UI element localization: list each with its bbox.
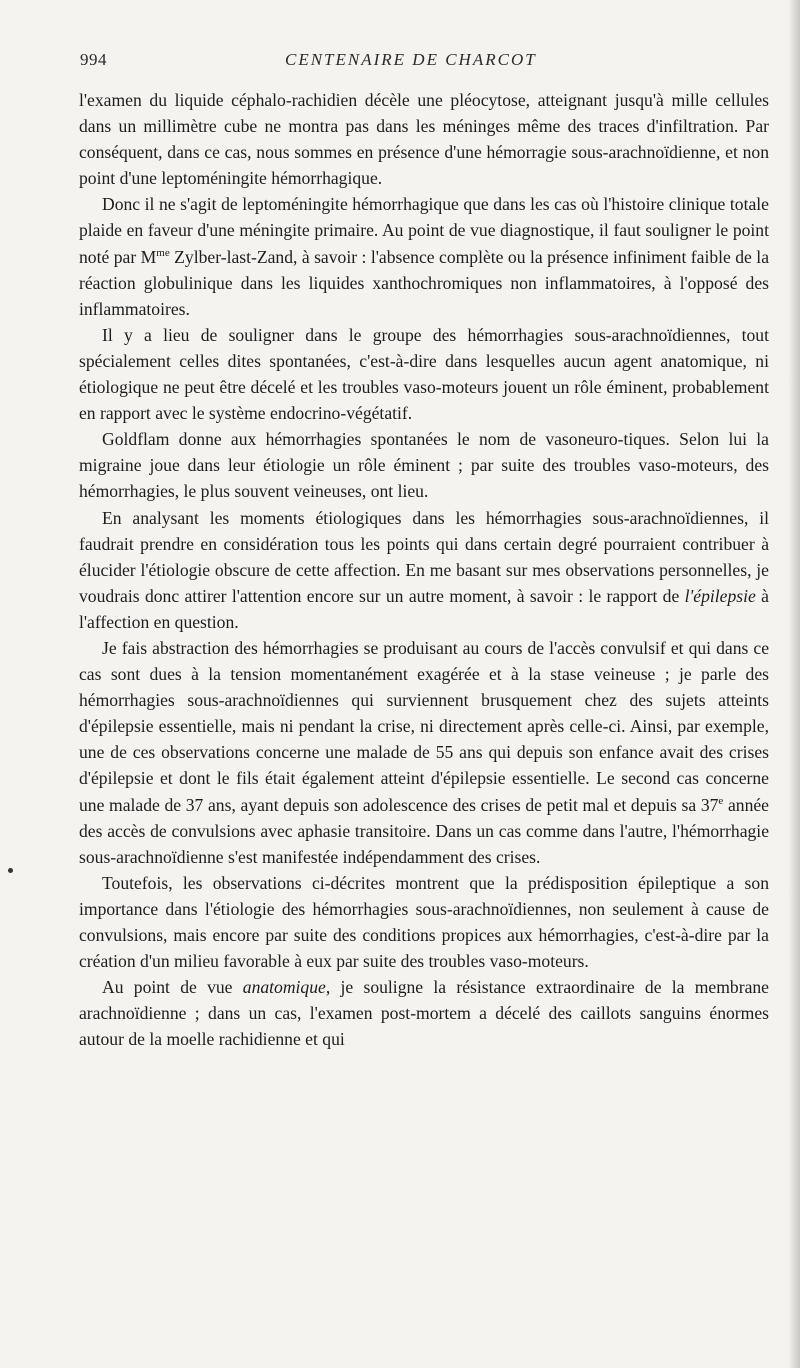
paragraph-anatomical <box>79 974 769 1052</box>
paragraph-goldflam <box>79 426 769 504</box>
paragraph-text-before: En analysant les moments étiologiques dans les hémorrhagies sous-arachnoïdiennes, il faudrait prendre en considération tous les points qui dans certain degré pourraient contribuer à élucider l'étiologie obscure de cette affection. En me basant sur mes observations personnelles, je voudrais donc attirer l'attention encore sur un autre moment, à savoir : le rapport de <box>79 507 769 606</box>
paragraph-text-after: à l'affection en question. <box>79 585 769 632</box>
superscript-me: me <box>156 246 170 259</box>
paragraph-text-before: Je fais abstraction des hémorrhagies se produisant au cours de l'accès convulsif et qui dans ce cas sont dues à la tension momentanément exagérée et à la stase veineuse ; je parle des hémorrhagies sous-arachnoïdiennes qui surviennent brusquement chez des sujets atteints d'épilepsie essentielle, mais ni pendant la crise, ni directement après celle-ci. Ainsi, par exemple, une de ces observations concerne une malade de 55 ans qui depuis son enfance avait des crises d'épilepsie et dont le fils était également atteint d'épilepsie essentielle. Le second cas concerne une malade de 37 ans, ayant depuis son adolescence des crises de petit mal et depuis sa 37 <box>79 637 769 815</box>
paragraph-text-after: , je souligne la résistance extraordinaire de la membrane arachnoïdienne ; dans un cas, l'examen post-mortem a décelé des caillots sanguins énormes autour de la moelle rachidienne et qui <box>79 977 769 1050</box>
paragraph-text: l'examen du liquide céphalo-rachidien décèle une pléocytose, atteignant jusqu'à mille cellules dans un millimètre cube ne montra pas dans les méninges même des traces d'infiltration. Par conséquent, dans ce cas, nous sommes en présence d'une hémorragie sous-arachnoïdienne, et non point d'une leptoméningite hémorrhagique. <box>79 90 769 189</box>
running-title: CENTENAIRE DE CHARCOT <box>285 50 537 69</box>
paragraph-text: Goldflam donne aux hémorrhagies spontanées le nom de vasoneuro-tiques. Selon lui la migraine joue dans leur étiologie un rôle éminent ; par suite des troubles vaso-moteurs, des hémorrhagies, le plus souvent veineuses, ont lieu. <box>79 429 769 502</box>
page-number: 994 <box>80 50 107 69</box>
paragraph-text: Il y a lieu de souligner dans le groupe des hémorrhagies sous-arachnoïdiennes, tout spécialement celles dites spontanées, c'est-à-dire dans lesquelles aucun agent anatomique, ni étiologique ne peut être décelé et les troubles vaso-moteurs jouent un rôle éminent, probablement en rapport avec le système endocrino-végétatif. <box>79 324 769 424</box>
paragraph-epilepsy-cases <box>79 635 769 870</box>
body-text <box>79 87 769 1052</box>
paragraph-predisposition <box>79 870 769 974</box>
page-edge-shadow <box>788 0 800 1368</box>
paragraph-spontaneous-hemorrhages <box>79 322 769 426</box>
paragraph-csf-findings <box>79 87 769 191</box>
paragraph-text-before: Au point de vue <box>102 977 243 998</box>
italic-epilepsie: l'épilepsie <box>684 585 756 606</box>
margin-mark <box>8 868 13 873</box>
paragraph-text-after: Zylber-last-Zand, à savoir : l'absence complète ou la présence infiniment faible de la réaction globulinique dans les liquides xanthochromiques non inflammatoires, à l'opposé des inflammatoires. <box>79 246 770 319</box>
paragraph-text: Toutefois, les observations ci-décrites montrent que la prédisposition épileptique a son importance dans l'étiologie des hémorrhagies sous-arachnoïdiennes, non seulement à cause de convulsions, mais encore par suite des conditions propices aux hémorrhagies, c'est-à-dire par la création d'un milieu favorable à eux par suite des troubles vaso-moteurs. <box>79 872 769 972</box>
italic-anatomique: anatomique <box>242 977 326 998</box>
superscript-e: e <box>718 794 724 807</box>
paragraph-etiological-moments <box>79 505 769 635</box>
paragraph-text-after: année des accès de convulsions avec aphasie transitoire. Dans un cas comme dans l'autre, l'hémorrhagie sous-arachnoïdienne s'est manifestée indépendamment des crises. <box>79 794 769 867</box>
page-header <box>80 50 770 74</box>
paragraph-leptomeningitis <box>79 191 769 321</box>
paragraph-text-before: Donc il ne s'agit de leptoméningite hémorrhagique que dans les cas où l'histoire clinique totale plaide en faveur d'une méningite primaire. Au point de vue diagnostique, il faut souligner le point noté par M <box>79 194 769 267</box>
